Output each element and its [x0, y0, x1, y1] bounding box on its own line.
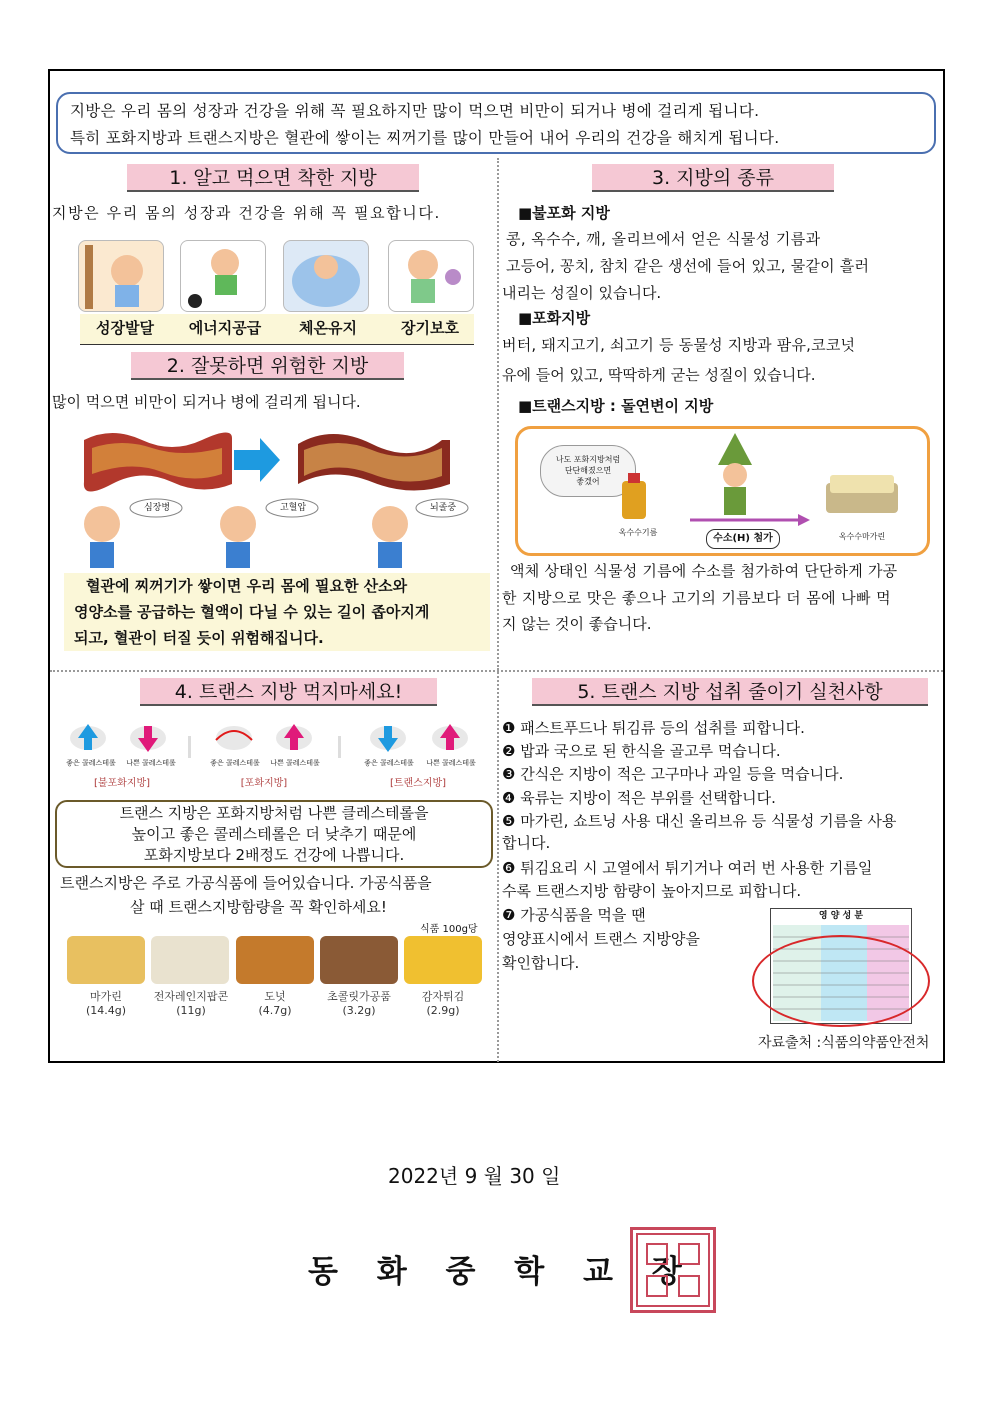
section-4-note	[55, 800, 493, 868]
unsaturated-fat-line-1: 콩, 옥수수, 깨, 올리브에서 얻은 식물성 기름과	[506, 230, 821, 248]
oil-label: 옥수수기름	[618, 528, 658, 537]
food-name: 전자레인지팝콘	[153, 990, 229, 1003]
tip-2: ❷ 밥과 국으로 된 한식을 골고루 먹습니다.	[502, 742, 781, 760]
good-cholesterol-label-2: 좋은 콜레스테롤	[210, 759, 260, 767]
section-4-note-line-2: 높이고 좋은 콜레스테롤은 더 낮추기 때문에	[131, 825, 417, 843]
source-credit: 자료출처 :식품의약품안전처	[758, 1035, 930, 1051]
intro-line-1: 지방은 우리 몸의 성장과 건강을 위해 꼭 필요하지만 많이 먹으면 비만이 되거나 병에 걸리게 됩니다.	[70, 102, 760, 120]
label-growth: 성장발달	[96, 319, 154, 337]
section-2-text: 많이 먹으면 비만이 되거나 병에 걸리게 됩니다.	[52, 393, 361, 411]
food-name: 감자튀김	[421, 990, 465, 1003]
tip-6-cont: 수록 트랜스지방 함량이 높아지므로 피합니다.	[502, 882, 802, 900]
label-protection: 장기보호	[401, 319, 459, 337]
label-temperature: 체온유지	[299, 319, 357, 337]
tip-5-cont: 합니다.	[502, 834, 551, 852]
food-chocolate	[315, 990, 403, 1018]
food-name: 도넛	[264, 990, 286, 1003]
bubble-heart-disease: 심장병	[143, 503, 171, 513]
group-unsaturated: [불포화지방]	[93, 778, 151, 789]
oil-bottle-icon	[614, 473, 654, 521]
food-name: 초콜릿가공품	[327, 990, 391, 1003]
food-chocolate-image	[320, 936, 398, 984]
food-amount: (2.9g)	[426, 1004, 460, 1017]
trans-fat-line-1: 액체 상태인 식물성 기름에 수소를 첨가하여 단단하게 가공	[510, 562, 898, 580]
saturated-fat-heading: ■포화지방	[518, 309, 591, 327]
margarine-icon	[824, 469, 900, 515]
tip-3: ❸ 간식은 지방이 적은 고구마나 과일 등을 먹습니다.	[502, 765, 844, 783]
section-1-text: 지방은 우리 몸의 성장과 건강을 위해 꼭 필요합니다.	[52, 204, 441, 222]
good-cholesterol-label-1: 좋은 콜레스테롤	[66, 759, 116, 767]
trans-fat-line-3: 지 않는 것이 좋습니다.	[502, 615, 652, 633]
food-fries-image	[404, 936, 482, 984]
tip-1: ❶ 패스트푸드나 튀김류 등의 섭취를 피합니다.	[502, 719, 805, 737]
section-3-title: 3. 지방의 종류	[592, 164, 834, 192]
hydrogen-badge: 수소(H) 첨가	[706, 529, 780, 549]
food-amount: (3.2g)	[342, 1004, 376, 1017]
group-trans: [트랜스지방]	[389, 778, 447, 789]
section-4-text-line-2: 살 때 트랜스지방함량을 꼭 확인하세요!	[130, 898, 387, 916]
intro-box	[56, 92, 936, 154]
saturated-fat-line-1: 버터, 돼지고기, 쇠고기 등 동물성 지방과 팜유,코코넛	[502, 336, 856, 354]
food-popcorn	[146, 990, 236, 1018]
food-amount: (11g)	[176, 1004, 206, 1017]
food-popcorn-image	[151, 936, 229, 984]
good-cholesterol-label-3: 좋은 콜레스테롤	[364, 759, 414, 767]
vessel-illustration	[82, 426, 482, 496]
section-4-text-line-1: 트랜스지방은 주로 가공식품에 들어있습니다. 가공식품을	[60, 874, 432, 892]
section-4-title: 4. 트랜스 지방 먹지마세요!	[140, 678, 437, 706]
section-2-note	[64, 573, 490, 651]
tip-5: ❺ 마가린, 쇼트닝 사용 대신 올리브유 등 식물성 기름을 사용	[502, 812, 897, 830]
tip-7: ❼ 가공식품을 먹을 땐	[502, 906, 646, 924]
group-saturated: [포화지방]	[240, 778, 288, 789]
trans-fat-heading: ■트랜스지방 : 돌연변이 지방	[518, 397, 714, 415]
bad-cholesterol-label-2: 나쁜 콜레스테롤	[270, 759, 320, 767]
food-margarine-image	[67, 936, 145, 984]
section-4-note-line-3: 포화지방보다 2배정도 건강에 나쁩니다.	[143, 846, 405, 864]
energy-illustration	[180, 240, 266, 312]
unsaturated-fat-heading: ■불포화 지방	[518, 204, 610, 222]
section-2-note-line-2: 영양소를 공급하는 혈액이 다닐 수 있는 길이 좁아지게	[74, 603, 430, 621]
bubble-line-2: 단단해졌으면	[564, 466, 612, 475]
food-fries	[399, 990, 487, 1018]
tip-7-cont-2: 확인합니다.	[502, 954, 580, 972]
food-amount: (4.7g)	[258, 1004, 292, 1017]
food-donut-image	[236, 936, 314, 984]
bubble-stroke: 뇌졸중	[429, 503, 457, 513]
section-4-note-line-1: 트랜스 지방은 포화지방처럼 나쁜 클레스테롤을	[119, 804, 429, 822]
section-2-note-line-3: 되고, 혈관이 터질 듯이 위험해집니다.	[74, 629, 324, 647]
arrow-icon	[690, 513, 810, 527]
bad-cholesterol-label-3: 나쁜 콜레스테롤	[426, 759, 476, 767]
organ-protection-illustration	[388, 240, 474, 312]
section-2-note-line-1: 혈관에 찌꺼기가 쌓이면 우리 몸에 필요한 산소와	[86, 577, 408, 595]
official-seal	[630, 1227, 716, 1313]
divider-vertical-top	[497, 158, 499, 670]
witch-icon	[710, 433, 760, 517]
section-1-title: 1. 알고 먹으면 착한 지방	[127, 164, 419, 192]
divider-vertical-bottom	[497, 672, 499, 1062]
unsaturated-fat-line-3: 내리는 성질이 있습니다.	[502, 284, 662, 302]
food-margarine	[62, 990, 150, 1018]
school-name: 동 화 중 학 교 장	[308, 1254, 696, 1290]
tip-4: ❹ 육류는 지방이 적은 부위를 선택합니다.	[502, 789, 776, 807]
trans-fat-diagram	[515, 426, 930, 556]
bad-cholesterol-label-1: 나쁜 콜레스테롤	[126, 759, 176, 767]
saturated-fat-line-2: 유에 들어 있고, 딱딱하게 굳는 성질이 있습니다.	[502, 366, 816, 384]
issue-date: 2022년 9 월 30 일	[388, 1164, 561, 1188]
nutrition-label-title: 영 양 성 분	[818, 911, 864, 921]
section-5-title: 5. 트랜스 지방 섭취 줄이기 실천사항	[532, 678, 928, 706]
trans-fat-line-2: 한 지방으로 맛은 좋으나 고기의 기름보다 더 몸에 나빠 먹	[502, 589, 891, 607]
food-name: 마가린	[90, 990, 122, 1003]
tip-7-cont-1: 영양표시에서 트랜스 지방양을	[502, 930, 700, 948]
unsaturated-fat-line-2: 고등어, 꽁치, 참치 같은 생선에 들어 있고, 물같이 흘러	[506, 257, 870, 275]
food-donut	[231, 990, 319, 1018]
highlight-circle	[752, 935, 930, 1027]
growth-illustration	[78, 240, 164, 312]
body-temperature-illustration	[283, 240, 369, 312]
per-100g-note: 식품 100g당	[420, 924, 478, 935]
tip-6: ❻ 튀김요리 시 고열에서 튀기거나 여러 번 사용한 기름일	[502, 859, 873, 877]
bubble-line-1: 나도 포화지방처럼	[555, 455, 621, 464]
section-2-title: 2. 잘못하면 위험한 지방	[131, 352, 404, 380]
food-amount: (14.4g)	[85, 1004, 127, 1017]
intro-line-2: 특히 포화지방과 트랜스지방은 혈관에 쌓이는 찌꺼기를 많이 만들어 내어 우리의 건강을 해치게 됩니다.	[70, 129, 780, 147]
label-energy: 에너지공급	[188, 319, 262, 337]
bubble-line-3: 좋겠어	[576, 477, 600, 486]
bubble-hypertension: 고혈압	[279, 503, 307, 513]
margarine-label: 옥수수마가린	[838, 532, 886, 541]
